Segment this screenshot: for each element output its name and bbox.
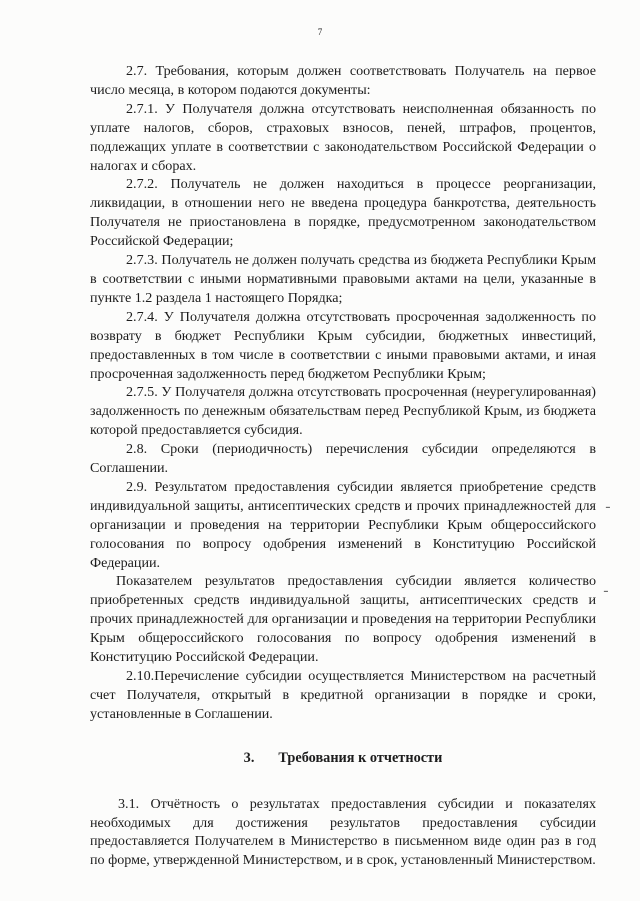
section-3-heading <box>90 749 596 768</box>
paragraph-2-7: 2.7. Требования, которым должен соответствовать Получатель на первое число месяца, в котором подаются документы: <box>90 63 596 98</box>
paragraph-3-1: 3.1. Отчётность о результатах предоставления субсидии и показателях необходимых для достижения результатов предоставления субсидии предоставляется Получателем в Министерство в письменном виде один раз в год по форме, утвержденной Министерством, и в срок, установленный Министерством. <box>90 795 596 869</box>
paragraph-2-8: 2.8. Сроки (периодичность) перечисления субсидии определяются в Соглашении. <box>90 441 596 477</box>
margin-pen-mark: ـ <box>604 581 608 596</box>
section-3-number: 3. <box>243 749 255 766</box>
document-body <box>90 62 596 870</box>
paragraph-2-9: 2.9. Результатом предоставления субсидии является приобретение средств индивидуальной защиты, антисептических средств и прочих принадлежностей для организации и проведения на территории Республики Крым общероссийского голосования по вопросу одобрения изменений в Конституцию Российской Федерации. <box>90 478 596 571</box>
paragraph-2-7-1: 2.7.1. У Получателя должна отсутствовать неисполненная обязанность по уплате налогов, сборов, страховых взносов, пеней, штрафов, процентов, подлежащих уплате в соответствии с законодательством Российской Федерации о налогах и сборах. <box>90 100 596 174</box>
page-number: 7 <box>317 27 323 37</box>
paragraph-2-10: 2.10.Перечисление субсидии осуществляется Министерством на расчетный счет Получателя, открытый в кредитной организации в порядке и сроки, установленные в Соглашении. <box>90 668 596 722</box>
paragraph-2-7-5: 2.7.5. У Получателя должна отсутствовать просроченная (неурегулированная) задолженность по денежным обязательствам перед Республикой Крым, из бюджета которой предоставляется субсидия. <box>90 384 596 439</box>
paragraph-2-7-4: 2.7.4. У Получателя должна отсутствовать просроченная задолженность по возврату в бюджет Республики Крым субсидии, бюджетных инвестиций, предоставленных в том числе в соответствии с иными правовыми актами, и иная просроченная задолженность перед бюджетом Республики Крым; <box>90 308 596 382</box>
section-3-title: Требования к отчетности <box>278 749 443 766</box>
paragraph-2-7-2: 2.7.2. Получатель не должен находиться в процессе реорганизации, ликвидации, в отношении него не введена процедура банкротства, деятельность Получателя не приостановлена в порядке, предусмотренном законодательством Российской Федерации; <box>90 176 596 250</box>
margin-pen-mark: ـ <box>606 497 610 512</box>
paragraph-indicator: Показателем результатов предоставления субсидии является количество приобретенных средств индивидуальной защиты, антисептических средств и прочих принадлежностей для организации и проведения на территории Республики Крым общероссийского голосования по вопросу одобрения изменений в Конституцию Российской Федерации. <box>90 573 596 666</box>
paragraph-2-7-3: 2.7.3. Получатель не должен получать средства из бюджета Республики Крым в соответствии с иными нормативными правовыми актами на цели, указанные в пункте 1.2 раздела 1 настоящего Порядка; <box>90 252 596 306</box>
